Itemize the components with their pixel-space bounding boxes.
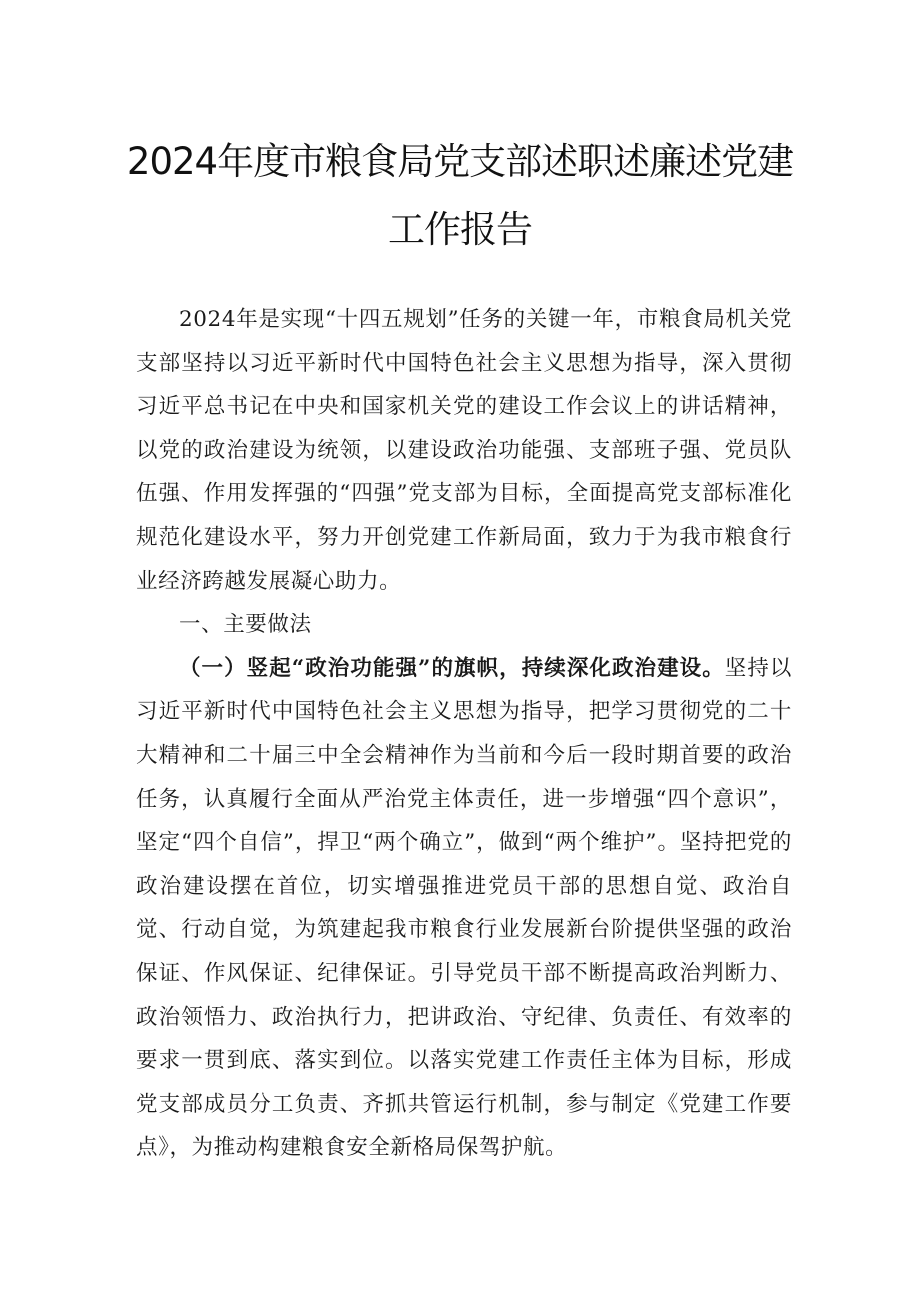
document-body xyxy=(136,298,792,1170)
intro-paragraph: 2024年是实现“十四五规划”任务的关键一年，市粮食局机关党支部坚持以习近平新时代中国特色社会主义思想为指导，深入贯彻习近平总书记在中央和国家机关党的建设工作会议上的讲话精神，以党的政治建设为统领，以建设政治功能强、支部班子强、党员队伍强、作用发挥强的“四强”党支部为目标，全面提高党支部标准化规范化建设水平，努力开创党建工作新局面，致力于为我市粮食行业经济跨越发展凝心助力。 xyxy=(136,307,792,594)
document-title-line-2: 工作报告 xyxy=(388,208,532,251)
subsection-body: 坚持以习近平新时代中国特色社会主义思想为指导，把学习贯彻党的二十大精神和二十届三中全会精神作为当前和今后一段时期首要的政治任务，认真履行全面从严治党主体责任，进一步增强“四个意识”，坚定“四个自信”，捍卫“两个确立”，做到“两个维护”。坚持把党的政治建设摆在首位，切实增强推进党员干部的思想自觉、政治自觉、行动自觉，为筑建起我市粮食行业发展新台阶提供坚强的政治保证、作风保证、纪律保证。引导党员干部不断提高政治判断力、政治领悟力、政治执行力，把讲政治、守纪律、负责任、有效率的要求一贯到底、落实到位。以落实党建工作责任主体为目标，形成党支部成员分工负责、齐抓共管运行机制，参与制定《党建工作要点》，为推动构建粮食安全新格局保驾护航。 xyxy=(136,655,792,1161)
subsection-lead: （一）竖起“政治功能强”的旗帜，持续深化政治建设。 xyxy=(179,655,725,681)
section-heading-main-practices: 一、主要做法 xyxy=(179,612,312,638)
subsection-paragraph-political-function xyxy=(136,647,792,1170)
document-title-line-1: 2024年度市粮食局党支部述职述廉述党建 xyxy=(126,140,794,183)
